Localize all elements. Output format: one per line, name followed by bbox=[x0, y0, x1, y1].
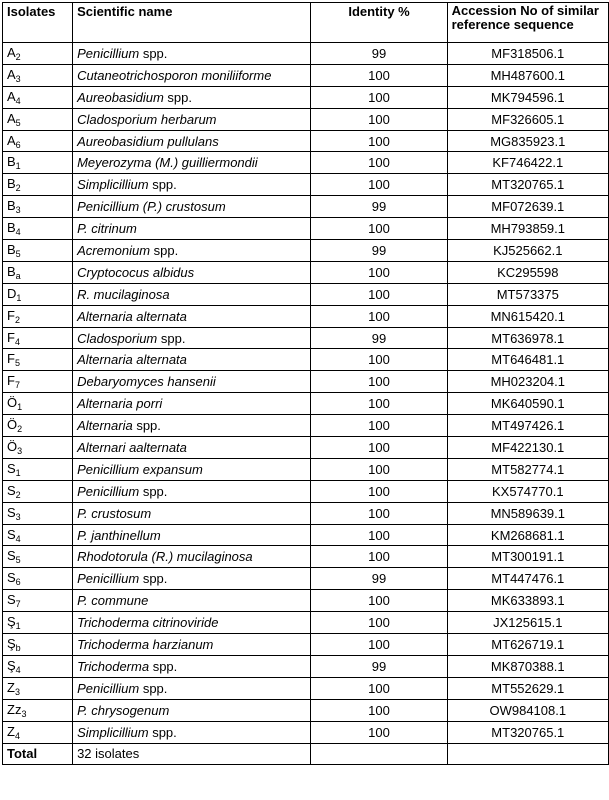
header-identity: Identity % bbox=[311, 3, 447, 43]
identity-cell: 100 bbox=[311, 677, 447, 699]
table-row bbox=[3, 283, 609, 305]
isolate-subscript: 5 bbox=[15, 117, 21, 128]
scientific-name-part: Penicillium bbox=[77, 483, 140, 499]
isolate-subscript: 4 bbox=[15, 664, 21, 675]
isolate-subscript: b bbox=[15, 642, 21, 653]
identity-cell: 100 bbox=[311, 721, 447, 743]
table-row bbox=[3, 218, 609, 240]
isolate-cell bbox=[3, 43, 73, 65]
isolate-cell bbox=[3, 393, 73, 415]
isolate-cell bbox=[3, 502, 73, 524]
scientific-name-cell bbox=[73, 64, 311, 86]
accession-cell: KF746422.1 bbox=[447, 152, 608, 174]
isolate-code: A bbox=[7, 44, 16, 60]
isolate-code: Z bbox=[7, 723, 15, 739]
isolate-code: Ş bbox=[7, 614, 16, 630]
scientific-name-part: Cutaneotrichosporon moniliiforme bbox=[77, 67, 272, 83]
scientific-name-cell bbox=[73, 634, 311, 656]
isolate-code: Ö bbox=[7, 395, 18, 411]
scientific-name-part: spp. bbox=[148, 724, 177, 740]
table-header-row bbox=[3, 3, 609, 43]
isolate-cell bbox=[3, 218, 73, 240]
scientific-name-part: P. chrysogenum bbox=[77, 702, 170, 718]
isolate-subscript: 3 bbox=[15, 511, 21, 522]
total-value: 32 isolates bbox=[73, 743, 311, 765]
isolate-code: A bbox=[7, 132, 16, 148]
total-empty-cell bbox=[447, 743, 608, 765]
isolates-table bbox=[2, 2, 609, 765]
scientific-name-cell bbox=[73, 393, 311, 415]
table-row bbox=[3, 677, 609, 699]
accession-cell: MT497426.1 bbox=[447, 415, 608, 437]
isolate-code: S bbox=[7, 482, 16, 498]
isolate-subscript: 4 bbox=[15, 95, 21, 106]
isolate-cell bbox=[3, 240, 73, 262]
accession-cell: MT300191.1 bbox=[447, 546, 608, 568]
identity-cell: 100 bbox=[311, 437, 447, 459]
accession-cell: KJ525662.1 bbox=[447, 240, 608, 262]
isolate-cell bbox=[3, 634, 73, 656]
isolate-cell bbox=[3, 152, 73, 174]
table-row bbox=[3, 502, 609, 524]
isolate-cell bbox=[3, 677, 73, 699]
identity-cell: 100 bbox=[311, 174, 447, 196]
isolate-code: S bbox=[7, 460, 16, 476]
isolate-subscript: 2 bbox=[15, 183, 21, 194]
scientific-name-part: Acremonium bbox=[77, 242, 151, 258]
identity-cell: 99 bbox=[311, 327, 447, 349]
isolate-cell bbox=[3, 371, 73, 393]
scientific-name-part: P. commune bbox=[77, 593, 149, 609]
accession-cell: MH487600.1 bbox=[447, 64, 608, 86]
isolate-cell bbox=[3, 174, 73, 196]
identity-cell: 100 bbox=[311, 480, 447, 502]
isolate-cell bbox=[3, 64, 73, 86]
isolate-subscript: 5 bbox=[15, 248, 21, 259]
table-row bbox=[3, 699, 609, 721]
scientific-name-part: Alternaria alternata bbox=[77, 352, 187, 368]
scientific-name-cell bbox=[73, 524, 311, 546]
isolate-cell bbox=[3, 480, 73, 502]
isolate-cell bbox=[3, 655, 73, 677]
accession-cell: MF318506.1 bbox=[447, 43, 608, 65]
isolate-subscript: 7 bbox=[15, 599, 21, 610]
identity-cell: 100 bbox=[311, 261, 447, 283]
scientific-name-part: spp. bbox=[157, 330, 186, 346]
accession-cell: MT626719.1 bbox=[447, 634, 608, 656]
scientific-name-part: Cryptococus albidus bbox=[77, 264, 195, 280]
scientific-name-cell bbox=[73, 108, 311, 130]
isolate-code: S bbox=[7, 592, 16, 608]
accession-cell: MK633893.1 bbox=[447, 590, 608, 612]
accession-cell: KX574770.1 bbox=[447, 480, 608, 502]
table-row bbox=[3, 349, 609, 371]
identity-cell: 100 bbox=[311, 699, 447, 721]
accession-cell: MN589639.1 bbox=[447, 502, 608, 524]
scientific-name-cell bbox=[73, 437, 311, 459]
scientific-name-cell bbox=[73, 699, 311, 721]
scientific-name-part: R. mucilaginosa bbox=[77, 286, 170, 302]
scientific-name-cell bbox=[73, 480, 311, 502]
total-label: Total bbox=[3, 743, 73, 765]
identity-cell: 99 bbox=[311, 655, 447, 677]
scientific-name-cell bbox=[73, 196, 311, 218]
table-row bbox=[3, 64, 609, 86]
isolate-code: S bbox=[7, 570, 16, 586]
accession-cell: MN615420.1 bbox=[447, 305, 608, 327]
table-row bbox=[3, 721, 609, 743]
isolate-code: B bbox=[7, 263, 16, 279]
identity-cell: 100 bbox=[311, 393, 447, 415]
scientific-name-cell bbox=[73, 152, 311, 174]
isolate-code: Ö bbox=[7, 438, 18, 454]
identity-cell: 100 bbox=[311, 546, 447, 568]
scientific-name-part: spp. bbox=[150, 242, 179, 258]
identity-cell: 100 bbox=[311, 590, 447, 612]
scientific-name-part: spp. bbox=[163, 89, 192, 105]
isolate-cell bbox=[3, 349, 73, 371]
scientific-name-part: Cladosporium bbox=[77, 330, 158, 346]
scientific-name-part: P. janthinellum bbox=[77, 527, 161, 543]
isolate-code: B bbox=[7, 154, 16, 170]
scientific-name-part: Alternari aalternata bbox=[77, 439, 187, 455]
scientific-name-part: Meyerozyma (M.) guilliermondii bbox=[77, 155, 258, 171]
table-row bbox=[3, 458, 609, 480]
accession-cell: JX125615.1 bbox=[447, 612, 608, 634]
accession-cell: KM268681.1 bbox=[447, 524, 608, 546]
accession-cell: MH793859.1 bbox=[447, 218, 608, 240]
total-empty-cell bbox=[311, 743, 447, 765]
scientific-name-part: Penicillium (P.) crustosum bbox=[77, 199, 226, 215]
identity-cell: 100 bbox=[311, 634, 447, 656]
scientific-name-part: spp. bbox=[139, 483, 168, 499]
isolate-code: Zz bbox=[7, 701, 22, 717]
accession-cell: MT646481.1 bbox=[447, 349, 608, 371]
scientific-name-cell bbox=[73, 218, 311, 240]
isolate-subscript: 4 bbox=[15, 227, 21, 238]
accession-cell: MK870388.1 bbox=[447, 655, 608, 677]
scientific-name-part: Simplicillium bbox=[77, 724, 149, 740]
identity-cell: 100 bbox=[311, 218, 447, 240]
identity-cell: 100 bbox=[311, 86, 447, 108]
scientific-name-part: spp. bbox=[139, 680, 168, 696]
scientific-name-part: spp. bbox=[148, 177, 177, 193]
accession-cell: MF326605.1 bbox=[447, 108, 608, 130]
scientific-name-cell bbox=[73, 502, 311, 524]
scientific-name-part: Alternaria alternata bbox=[77, 308, 187, 324]
table-row bbox=[3, 655, 609, 677]
table-row bbox=[3, 108, 609, 130]
accession-cell: MF422130.1 bbox=[447, 437, 608, 459]
scientific-name-part: Trichoderma citrinoviride bbox=[77, 615, 219, 631]
scientific-name-cell bbox=[73, 305, 311, 327]
isolate-code: Z bbox=[7, 679, 15, 695]
scientific-name-cell bbox=[73, 240, 311, 262]
accession-cell: MK794596.1 bbox=[447, 86, 608, 108]
table-row bbox=[3, 196, 609, 218]
scientific-name-part: P. crustosum bbox=[77, 505, 152, 521]
isolate-code: A bbox=[7, 110, 16, 126]
scientific-name-cell bbox=[73, 86, 311, 108]
isolate-cell bbox=[3, 437, 73, 459]
identity-cell: 100 bbox=[311, 349, 447, 371]
isolate-code: B bbox=[7, 198, 16, 214]
scientific-name-part: spp. bbox=[139, 571, 168, 587]
table-row bbox=[3, 261, 609, 283]
isolate-code: Ö bbox=[7, 417, 18, 433]
isolate-code: Ş bbox=[7, 635, 16, 651]
accession-cell: MT636978.1 bbox=[447, 327, 608, 349]
scientific-name-cell bbox=[73, 612, 311, 634]
isolate-code: F bbox=[7, 307, 15, 323]
table-row bbox=[3, 524, 609, 546]
isolate-subscript: 4 bbox=[15, 533, 21, 544]
scientific-name-part: Trichoderma harzianum bbox=[77, 636, 214, 652]
isolate-code: Ş bbox=[7, 657, 16, 673]
table-row bbox=[3, 86, 609, 108]
table-row bbox=[3, 612, 609, 634]
isolate-subscript: 4 bbox=[14, 336, 20, 347]
identity-cell: 99 bbox=[311, 43, 447, 65]
isolate-code: B bbox=[7, 176, 16, 192]
isolate-subscript: 4 bbox=[14, 730, 20, 741]
isolate-code: D bbox=[7, 285, 17, 301]
isolate-cell bbox=[3, 721, 73, 743]
table-row bbox=[3, 327, 609, 349]
accession-cell: MF072639.1 bbox=[447, 196, 608, 218]
isolate-subscript: 1 bbox=[15, 621, 21, 632]
accession-cell: MT582774.1 bbox=[447, 458, 608, 480]
scientific-name-cell bbox=[73, 43, 311, 65]
isolate-subscript: 6 bbox=[15, 139, 21, 150]
accession-cell: MT320765.1 bbox=[447, 721, 608, 743]
accession-cell: MT573375 bbox=[447, 283, 608, 305]
table-row bbox=[3, 415, 609, 437]
table-row bbox=[3, 43, 609, 65]
table-row bbox=[3, 152, 609, 174]
table-row bbox=[3, 634, 609, 656]
isolate-subscript: 1 bbox=[15, 161, 21, 172]
accession-cell: MT447476.1 bbox=[447, 568, 608, 590]
isolate-cell bbox=[3, 699, 73, 721]
identity-cell: 100 bbox=[311, 502, 447, 524]
isolate-subscript: 2 bbox=[17, 424, 23, 435]
scientific-name-cell bbox=[73, 546, 311, 568]
identity-cell: 100 bbox=[311, 415, 447, 437]
isolate-code: A bbox=[7, 66, 16, 82]
total-row bbox=[3, 743, 609, 765]
isolate-cell bbox=[3, 196, 73, 218]
table-row bbox=[3, 305, 609, 327]
scientific-name-cell bbox=[73, 130, 311, 152]
scientific-name-cell bbox=[73, 458, 311, 480]
identity-cell: 100 bbox=[311, 305, 447, 327]
scientific-name-part: Simplicillium bbox=[77, 177, 149, 193]
isolate-code: A bbox=[7, 88, 16, 104]
isolate-subscript: 3 bbox=[14, 686, 20, 697]
isolate-subscript: 1 bbox=[15, 467, 21, 478]
identity-cell: 99 bbox=[311, 196, 447, 218]
scientific-name-part: Penicillium bbox=[77, 680, 140, 696]
identity-cell: 100 bbox=[311, 108, 447, 130]
scientific-name-part: Penicillium bbox=[77, 45, 140, 61]
isolate-subscript: 3 bbox=[17, 445, 23, 456]
identity-cell: 100 bbox=[311, 371, 447, 393]
accession-cell: MH023204.1 bbox=[447, 371, 608, 393]
scientific-name-part: P. citrinum bbox=[77, 221, 137, 237]
table-row bbox=[3, 240, 609, 262]
scientific-name-cell bbox=[73, 174, 311, 196]
scientific-name-cell bbox=[73, 349, 311, 371]
table-row bbox=[3, 371, 609, 393]
isolate-code: S bbox=[7, 526, 16, 542]
scientific-name-part: Rhodotorula (R.) mucilaginosa bbox=[77, 549, 253, 565]
isolate-cell bbox=[3, 546, 73, 568]
isolate-cell bbox=[3, 86, 73, 108]
identity-cell: 100 bbox=[311, 130, 447, 152]
accession-cell: MG835923.1 bbox=[447, 130, 608, 152]
scientific-name-part: Debaryomyces hansenii bbox=[77, 374, 216, 390]
isolate-code: F bbox=[7, 329, 15, 345]
isolate-subscript: 6 bbox=[15, 577, 21, 588]
accession-cell: MK640590.1 bbox=[447, 393, 608, 415]
isolate-subscript: 1 bbox=[16, 292, 22, 303]
isolate-subscript: 7 bbox=[14, 380, 20, 391]
scientific-name-part: Alternaria bbox=[77, 418, 133, 434]
isolate-subscript: a bbox=[15, 270, 21, 281]
isolate-code: B bbox=[7, 220, 16, 236]
scientific-name-cell bbox=[73, 590, 311, 612]
identity-cell: 100 bbox=[311, 283, 447, 305]
scientific-name-part: spp. bbox=[132, 418, 161, 434]
table-row bbox=[3, 130, 609, 152]
accession-cell: OW984108.1 bbox=[447, 699, 608, 721]
isolate-cell bbox=[3, 327, 73, 349]
scientific-name-part: spp. bbox=[139, 45, 168, 61]
table-row bbox=[3, 174, 609, 196]
identity-cell: 99 bbox=[311, 568, 447, 590]
identity-cell: 100 bbox=[311, 612, 447, 634]
isolate-cell bbox=[3, 568, 73, 590]
identity-cell: 100 bbox=[311, 458, 447, 480]
isolate-subscript: 2 bbox=[14, 314, 20, 325]
isolate-cell bbox=[3, 524, 73, 546]
scientific-name-cell bbox=[73, 415, 311, 437]
isolate-cell bbox=[3, 261, 73, 283]
accession-cell: MT552629.1 bbox=[447, 677, 608, 699]
scientific-name-part: Aureobasidium bbox=[77, 89, 164, 105]
header-isolates: Isolates bbox=[3, 3, 73, 43]
scientific-name-cell bbox=[73, 283, 311, 305]
isolate-subscript: 5 bbox=[14, 358, 20, 369]
scientific-name-part: spp. bbox=[149, 658, 178, 674]
scientific-name-part: Penicillium bbox=[77, 571, 140, 587]
table-row bbox=[3, 437, 609, 459]
isolate-cell bbox=[3, 283, 73, 305]
isolate-code: S bbox=[7, 504, 16, 520]
accession-cell: MT320765.1 bbox=[447, 174, 608, 196]
identity-cell: 100 bbox=[311, 524, 447, 546]
isolate-subscript: 3 bbox=[21, 708, 27, 719]
isolate-subscript: 2 bbox=[15, 51, 21, 62]
isolate-cell bbox=[3, 130, 73, 152]
table-row bbox=[3, 590, 609, 612]
isolate-code: B bbox=[7, 241, 16, 257]
isolate-subscript: 5 bbox=[15, 555, 21, 566]
accession-cell: KC295598 bbox=[447, 261, 608, 283]
identity-cell: 100 bbox=[311, 152, 447, 174]
isolate-subscript: 3 bbox=[15, 73, 21, 84]
isolate-cell bbox=[3, 590, 73, 612]
isolate-subscript: 2 bbox=[15, 489, 21, 500]
header-accession: Accession No of similar reference sequence bbox=[447, 3, 608, 43]
isolate-code: F bbox=[7, 351, 15, 367]
header-scientific-name: Scientific name bbox=[73, 3, 311, 43]
isolate-cell bbox=[3, 612, 73, 634]
isolate-cell bbox=[3, 305, 73, 327]
isolate-code: S bbox=[7, 548, 16, 564]
scientific-name-cell bbox=[73, 371, 311, 393]
scientific-name-cell bbox=[73, 261, 311, 283]
identity-cell: 99 bbox=[311, 240, 447, 262]
isolate-subscript: 3 bbox=[15, 205, 21, 216]
table-row bbox=[3, 480, 609, 502]
isolate-cell bbox=[3, 415, 73, 437]
scientific-name-part: Cladosporium herbarum bbox=[77, 111, 217, 127]
scientific-name-cell bbox=[73, 677, 311, 699]
isolate-code: F bbox=[7, 373, 15, 389]
scientific-name-cell bbox=[73, 655, 311, 677]
scientific-name-cell bbox=[73, 721, 311, 743]
scientific-name-part: Penicillium expansum bbox=[77, 461, 203, 477]
isolate-cell bbox=[3, 458, 73, 480]
table-body bbox=[3, 43, 609, 744]
table-row bbox=[3, 393, 609, 415]
scientific-name-cell bbox=[73, 327, 311, 349]
scientific-name-part: Trichoderma bbox=[77, 658, 150, 674]
isolate-subscript: 1 bbox=[17, 402, 23, 413]
scientific-name-part: Aureobasidium pullulans bbox=[77, 133, 219, 149]
table-row bbox=[3, 546, 609, 568]
scientific-name-part: Alternaria porri bbox=[77, 396, 163, 412]
identity-cell: 100 bbox=[311, 64, 447, 86]
table-row bbox=[3, 568, 609, 590]
isolate-cell bbox=[3, 108, 73, 130]
scientific-name-cell bbox=[73, 568, 311, 590]
